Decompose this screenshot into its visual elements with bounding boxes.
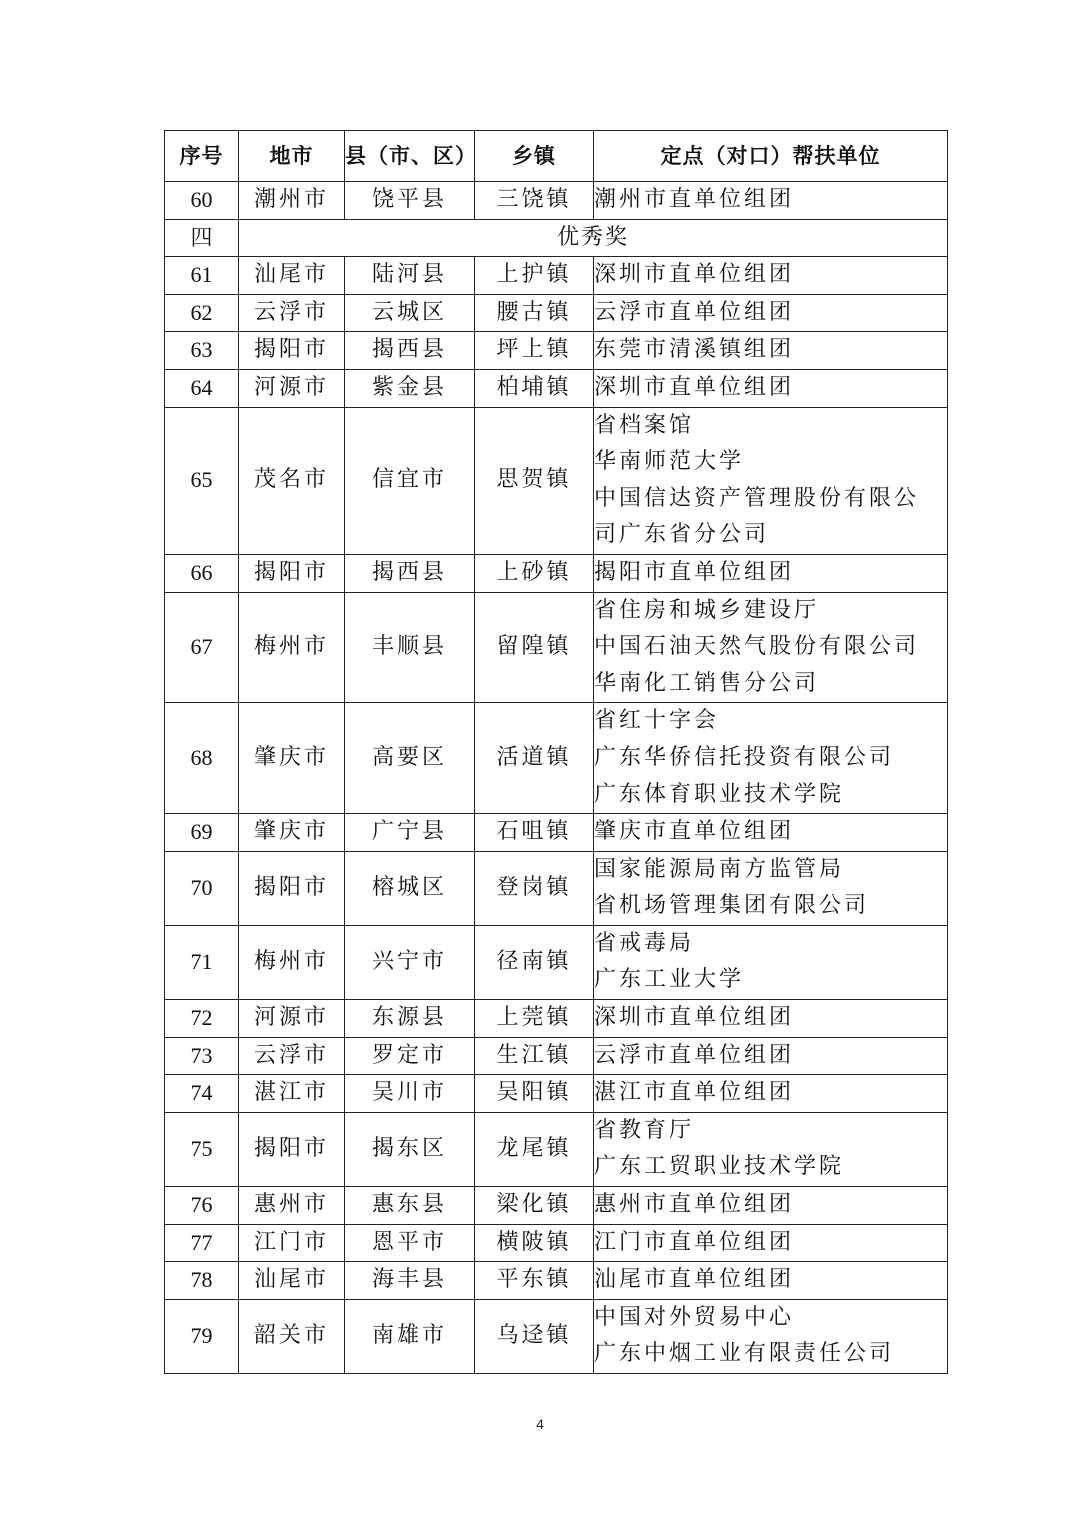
unit-cell — [594, 294, 948, 332]
city-cell: 潮州市 — [239, 182, 345, 220]
table-row — [165, 1000, 948, 1038]
unit-line: 深圳市直单位组团 — [594, 374, 795, 400]
town-cell: 吴阳镇 — [475, 1075, 594, 1113]
table-row — [165, 554, 948, 592]
unit-cell — [594, 1037, 948, 1075]
city-cell: 韶关市 — [239, 1299, 345, 1373]
unit-cell — [594, 1299, 948, 1373]
unit-line: 省机场管理集团有限公司 — [594, 893, 870, 919]
town-cell: 登岗镇 — [475, 851, 594, 925]
unit-line: 云浮市直单位组团 — [594, 299, 795, 325]
table-row — [165, 1187, 948, 1225]
county-cell: 榕城区 — [345, 851, 475, 925]
town-cell: 生江镇 — [475, 1037, 594, 1075]
header-city: 地市 — [239, 131, 345, 182]
county-cell: 丰顺县 — [345, 592, 475, 703]
unit-line: 肇庆市直单位组团 — [594, 819, 795, 845]
town-cell: 柏埔镇 — [475, 369, 594, 407]
unit-line: 广东中烟工业有限责任公司 — [594, 1341, 895, 1367]
seq-cell: 65 — [165, 407, 239, 554]
county-cell: 信宜市 — [345, 407, 475, 554]
town-cell: 乌迳镇 — [475, 1299, 594, 1373]
unit-line: 云浮市直单位组团 — [594, 1042, 795, 1068]
city-cell: 汕尾市 — [239, 1262, 345, 1300]
table-row — [165, 703, 948, 814]
town-cell: 上砂镇 — [475, 554, 594, 592]
table-row — [165, 1112, 948, 1186]
unit-cell — [594, 182, 948, 220]
header-row — [165, 131, 948, 182]
unit-line: 江门市直单位组团 — [594, 1229, 795, 1255]
table-row — [165, 257, 948, 295]
county-cell: 吴川市 — [345, 1075, 475, 1113]
town-cell: 思贺镇 — [475, 407, 594, 554]
section-row — [165, 219, 948, 257]
table-row — [165, 332, 948, 370]
seq-cell: 72 — [165, 1000, 239, 1038]
seq-cell: 62 — [165, 294, 239, 332]
unit-cell — [594, 703, 948, 814]
county-cell: 东源县 — [345, 1000, 475, 1038]
county-cell: 饶平县 — [345, 182, 475, 220]
city-cell: 揭阳市 — [239, 554, 345, 592]
unit-cell — [594, 407, 948, 554]
table-row — [165, 1037, 948, 1075]
city-cell: 茂名市 — [239, 407, 345, 554]
header-seq: 序号 — [165, 131, 239, 182]
county-cell: 陆河县 — [345, 257, 475, 295]
unit-cell — [594, 369, 948, 407]
table-row — [165, 1075, 948, 1113]
unit-line: 汕尾市直单位组团 — [594, 1267, 795, 1293]
seq-cell: 73 — [165, 1037, 239, 1075]
unit-cell — [594, 1224, 948, 1262]
county-cell: 恩平市 — [345, 1224, 475, 1262]
unit-line: 中国石油天然气股份有限公司 — [594, 634, 920, 660]
unit-cell — [594, 257, 948, 295]
unit-cell — [594, 1187, 948, 1225]
city-cell: 惠州市 — [239, 1187, 345, 1225]
unit-line: 揭阳市直单位组团 — [594, 559, 795, 585]
header-county: 县（市、区） — [345, 131, 475, 182]
seq-cell: 64 — [165, 369, 239, 407]
county-cell: 紫金县 — [345, 369, 475, 407]
table-row — [165, 407, 948, 554]
unit-line: 广东工贸职业技术学院 — [594, 1154, 845, 1180]
city-cell: 揭阳市 — [239, 332, 345, 370]
unit-cell — [594, 554, 948, 592]
city-cell: 河源市 — [239, 1000, 345, 1038]
unit-cell — [594, 925, 948, 999]
table-row — [165, 369, 948, 407]
unit-line: 省戒毒局 — [594, 930, 695, 956]
table-row — [165, 851, 948, 925]
unit-cell — [594, 1262, 948, 1300]
city-cell: 肇庆市 — [239, 703, 345, 814]
seq-cell: 60 — [165, 182, 239, 220]
header-unit: 定点（对口）帮扶单位 — [594, 131, 948, 182]
city-cell: 梅州市 — [239, 925, 345, 999]
city-cell: 云浮市 — [239, 294, 345, 332]
section-title: 优秀奖 — [239, 219, 948, 257]
unit-line: 中国对外贸易中心 — [594, 1304, 795, 1330]
county-cell: 海丰县 — [345, 1262, 475, 1300]
unit-line: 国家能源局南方监管局 — [594, 856, 845, 882]
county-cell: 兴宁市 — [345, 925, 475, 999]
section-index: 四 — [165, 219, 239, 257]
seq-cell: 77 — [165, 1224, 239, 1262]
town-cell: 三饶镇 — [475, 182, 594, 220]
unit-line: 中国信达资产管理股份有限公 — [594, 485, 920, 511]
seq-cell: 63 — [165, 332, 239, 370]
city-cell: 汕尾市 — [239, 257, 345, 295]
table-row — [165, 182, 948, 220]
unit-line: 司广东省分公司 — [594, 522, 770, 548]
unit-cell — [594, 332, 948, 370]
unit-line: 省教育厅 — [594, 1117, 695, 1143]
unit-cell — [594, 592, 948, 703]
unit-line: 广东体育职业技术学院 — [594, 781, 845, 807]
unit-cell — [594, 814, 948, 852]
unit-line: 广东工业大学 — [594, 967, 745, 993]
county-cell: 揭西县 — [345, 554, 475, 592]
seq-cell: 66 — [165, 554, 239, 592]
town-cell: 龙尾镇 — [475, 1112, 594, 1186]
unit-line: 深圳市直单位组团 — [594, 1005, 795, 1031]
seq-cell: 68 — [165, 703, 239, 814]
unit-line: 湛江市直单位组团 — [594, 1080, 795, 1106]
town-cell: 石咀镇 — [475, 814, 594, 852]
seq-cell: 78 — [165, 1262, 239, 1300]
city-cell: 揭阳市 — [239, 1112, 345, 1186]
seq-cell: 75 — [165, 1112, 239, 1186]
town-cell: 坪上镇 — [475, 332, 594, 370]
table-row — [165, 1262, 948, 1300]
city-cell: 河源市 — [239, 369, 345, 407]
unit-line: 省住房和城乡建设厅 — [594, 597, 820, 623]
town-cell: 平东镇 — [475, 1262, 594, 1300]
town-cell: 上护镇 — [475, 257, 594, 295]
city-cell: 云浮市 — [239, 1037, 345, 1075]
header-town: 乡镇 — [475, 131, 594, 182]
town-cell: 活道镇 — [475, 703, 594, 814]
unit-line: 广东华侨信托投资有限公司 — [594, 744, 895, 770]
unit-line: 深圳市直单位组团 — [594, 262, 795, 288]
table-row — [165, 1224, 948, 1262]
city-cell: 江门市 — [239, 1224, 345, 1262]
seq-cell: 71 — [165, 925, 239, 999]
city-cell: 肇庆市 — [239, 814, 345, 852]
table-row — [165, 294, 948, 332]
unit-line: 省红十字会 — [594, 708, 720, 734]
unit-line: 省档案馆 — [594, 412, 695, 438]
table-row — [165, 1299, 948, 1373]
table-row — [165, 814, 948, 852]
seq-cell: 70 — [165, 851, 239, 925]
town-cell: 梁化镇 — [475, 1187, 594, 1225]
county-cell: 罗定市 — [345, 1037, 475, 1075]
seq-cell: 79 — [165, 1299, 239, 1373]
city-cell: 湛江市 — [239, 1075, 345, 1113]
table-row — [165, 592, 948, 703]
county-cell: 高要区 — [345, 703, 475, 814]
seq-cell: 69 — [165, 814, 239, 852]
seq-cell: 61 — [165, 257, 239, 295]
county-cell: 广宁县 — [345, 814, 475, 852]
unit-cell — [594, 851, 948, 925]
unit-line: 华南师范大学 — [594, 449, 745, 475]
unit-cell — [594, 1075, 948, 1113]
county-cell: 云城区 — [345, 294, 475, 332]
table-row — [165, 925, 948, 999]
town-cell: 腰古镇 — [475, 294, 594, 332]
seq-cell: 74 — [165, 1075, 239, 1113]
unit-cell — [594, 1000, 948, 1038]
town-cell: 横陂镇 — [475, 1224, 594, 1262]
town-cell: 留隍镇 — [475, 592, 594, 703]
city-cell: 揭阳市 — [239, 851, 345, 925]
county-cell: 揭东区 — [345, 1112, 475, 1186]
unit-line: 潮州市直单位组团 — [594, 187, 795, 212]
unit-line: 华南化工销售分公司 — [594, 670, 820, 696]
seq-cell: 76 — [165, 1187, 239, 1225]
town-cell: 上莞镇 — [475, 1000, 594, 1038]
county-cell: 揭西县 — [345, 332, 475, 370]
town-cell: 径南镇 — [475, 925, 594, 999]
unit-line: 东莞市清溪镇组团 — [594, 337, 795, 363]
seq-cell: 67 — [165, 592, 239, 703]
unit-line: 惠州市直单位组团 — [594, 1192, 795, 1218]
award-table — [164, 130, 948, 1374]
page-number: 4 — [536, 1416, 544, 1432]
city-cell: 梅州市 — [239, 592, 345, 703]
county-cell: 惠东县 — [345, 1187, 475, 1225]
unit-cell — [594, 1112, 948, 1186]
county-cell: 南雄市 — [345, 1299, 475, 1373]
